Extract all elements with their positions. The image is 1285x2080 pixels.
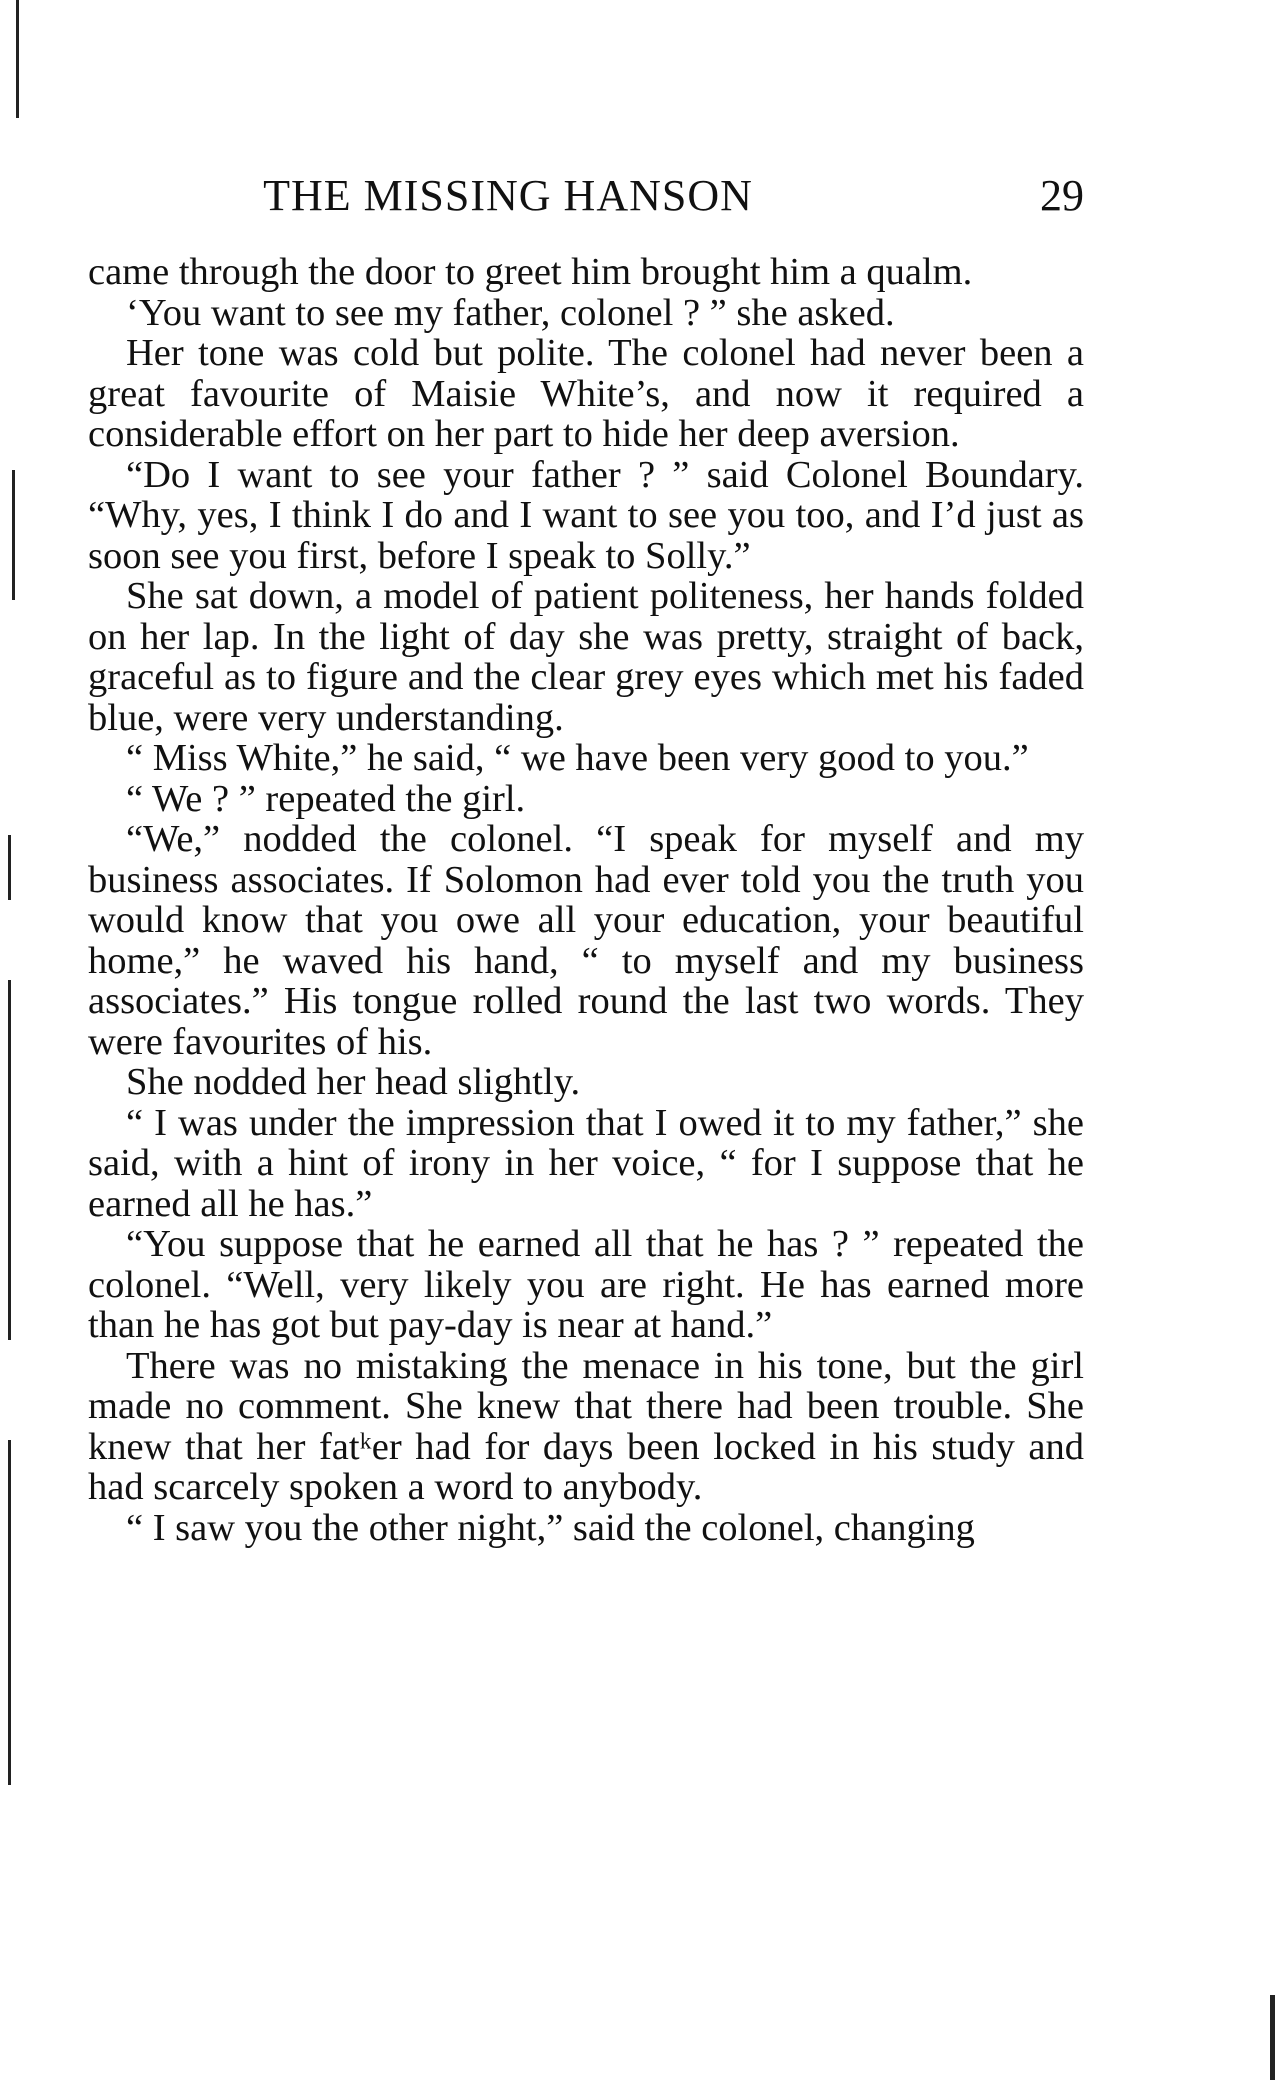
paragraph: Her tone was cold but polite. The colonel had never been a great favourite of Maisie White’s, and now it required a considerable effort on her part to hide her deep aversion. — [88, 332, 1084, 455]
scan-margin-mark — [16, 0, 19, 118]
paragraph: ‘You want to see my father, colonel ? ” she asked. — [126, 291, 895, 334]
running-title: THE MISSING HANSON — [263, 171, 753, 220]
scan-margin-mark — [1270, 1995, 1275, 2080]
scan-margin-mark — [8, 835, 11, 900]
paragraph: “ I saw you the other night,” said the colonel, changing — [126, 1506, 975, 1549]
paragraph: “ Miss White,” he said, “ we have been very good to you.” — [126, 737, 1029, 779]
paragraph: She sat down, a model of patient politeness, her hands folded on her lap. In the light of day she was pretty, straight of back, graceful as to figure and the clear grey eyes which met his faded blue, were very understanding. — [88, 575, 1084, 739]
scan-margin-mark — [8, 980, 11, 1340]
paragraph: “Do I want to see your father ? ” said Colonel Boundary. “Why, yes, I think I do and I want to see you too, and I’d just as soon see you first, before I speak to Solly.” — [88, 453, 1084, 577]
paragraph: “ We ? ” repeated the girl. — [126, 777, 526, 820]
paragraph: “You suppose that he earned all that he has ? ” repeated the colonel. “Well, very likely you are right. He has earned more than he has got but pay-day is near at hand.” — [88, 1223, 1084, 1346]
paragraph: came through the door to greet him brought him a qualm. — [88, 251, 973, 293]
page-header — [88, 170, 1084, 226]
paragraph: “ I was under the impression that I owed it to my father,” she said, with a hint of irony in her voice, “ for I suppose that he earned all he has.” — [88, 1101, 1084, 1225]
scan-margin-mark — [8, 1440, 11, 1785]
paragraph: “We,” nodded the colonel. “I speak for myself and my business associates. If Solomon had ever told you the truth you would know that you owe all your education, your beautiful home,” he waved his hand, “ to myself and my business associates.” His tongue rolled round the last two words. They were favourites of his. — [88, 818, 1084, 1063]
paragraph: She nodded her head slightly. — [126, 1061, 581, 1103]
body-text — [88, 252, 1084, 1548]
page-number: 29 — [1040, 171, 1084, 220]
paragraph: There was no mistaking the menace in his tone, but the girl made no comment. She knew that there had been trouble. She knew that her fatᵏer had for days been locked in his study and had scarcely spoken a word to anybody. — [88, 1344, 1084, 1508]
scan-margin-mark — [12, 470, 15, 600]
